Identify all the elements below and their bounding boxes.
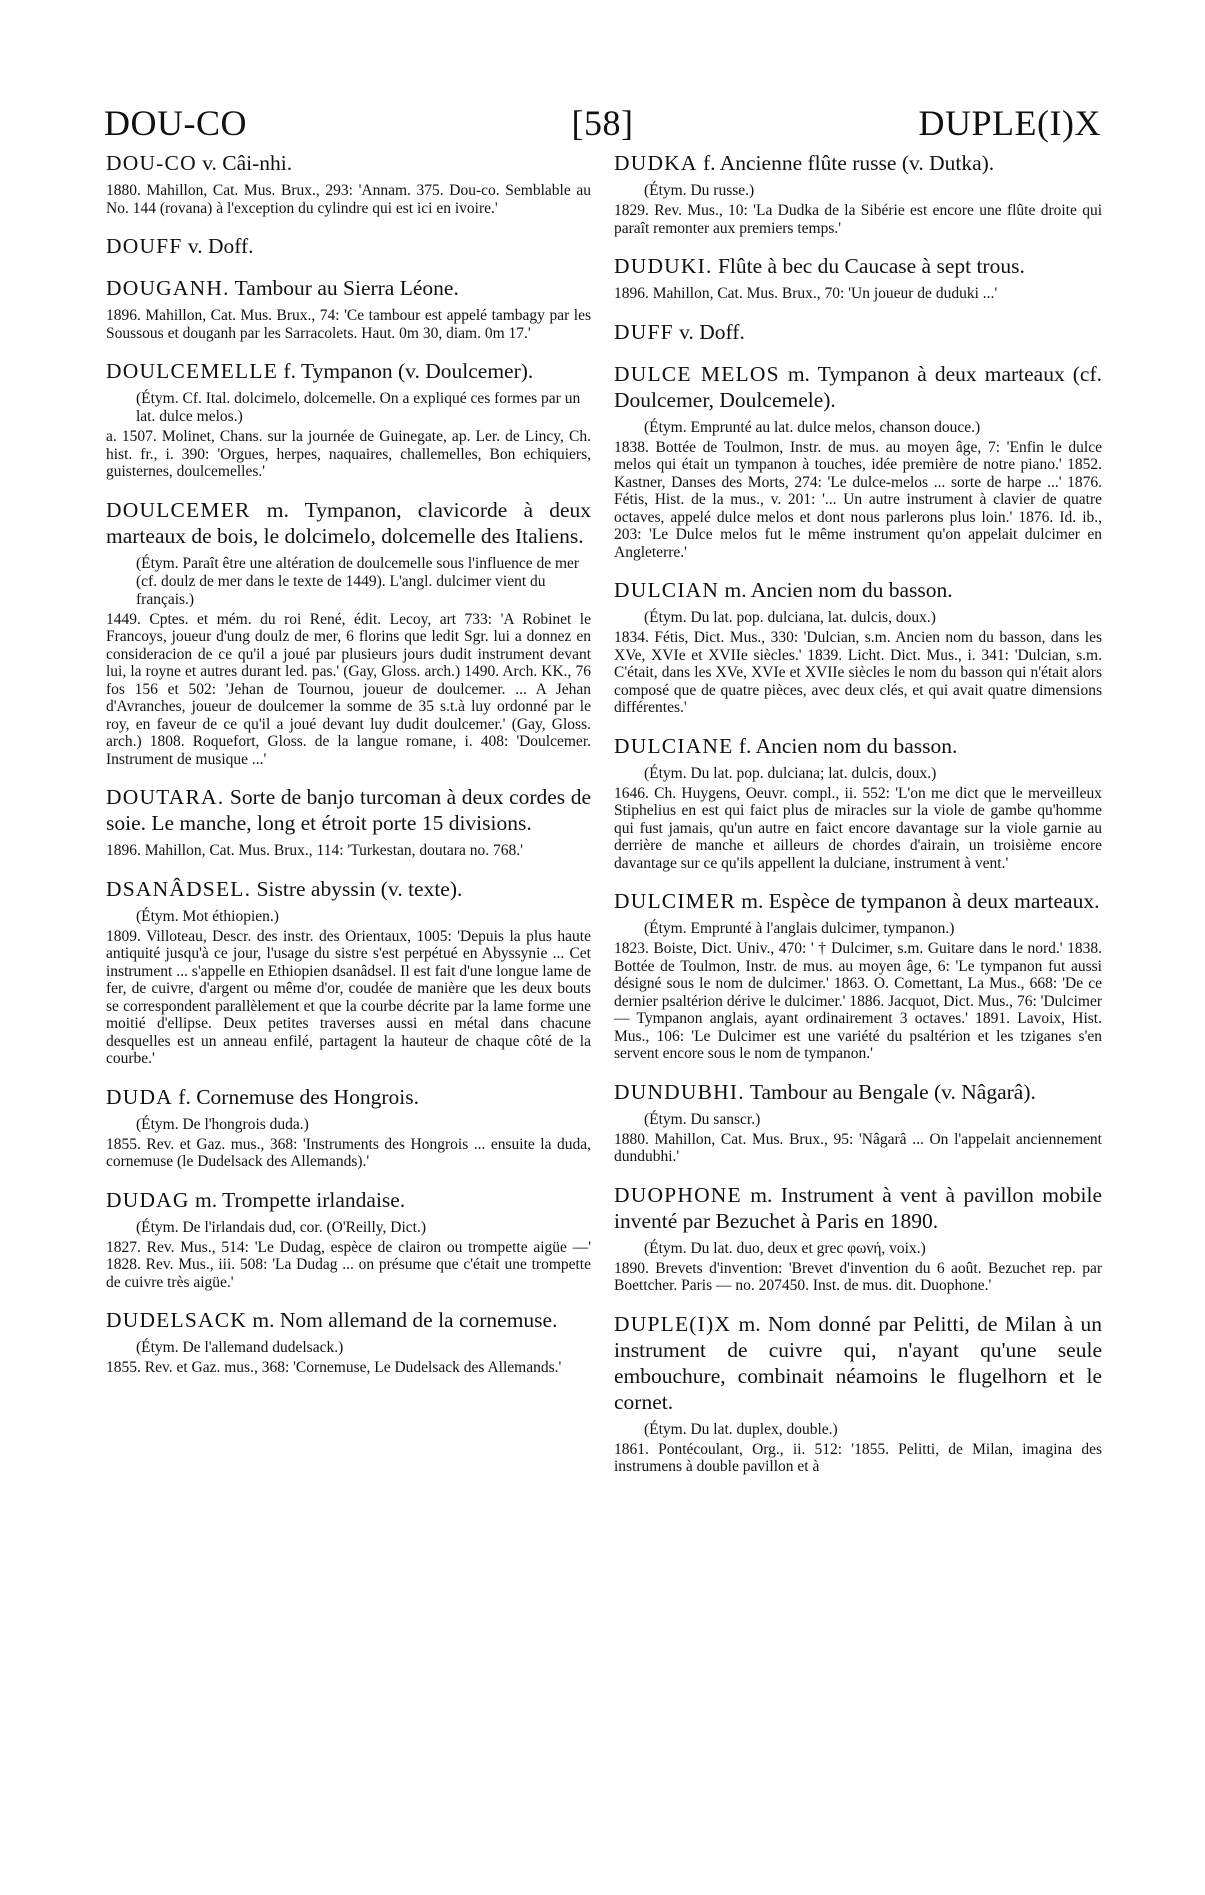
dictionary-entry bbox=[614, 253, 1102, 303]
dictionary-entry bbox=[106, 358, 591, 481]
definition: m. Nom allemand de la cornemuse. bbox=[247, 1308, 558, 1332]
left-column bbox=[106, 150, 591, 1393]
headword: DOUTARA. bbox=[106, 785, 225, 809]
dictionary-entry bbox=[614, 1079, 1102, 1166]
definition: Tambour au Sierra Léone. bbox=[229, 276, 459, 300]
dictionary-entry bbox=[106, 1307, 591, 1377]
headword: DSANÂDSEL. bbox=[106, 876, 252, 901]
definition: m. Espèce de tympanon à deux marteaux. bbox=[735, 889, 1100, 913]
citations: 1809. Villoteau, Descr. des instr. des Orientaux, 1005: 'Depuis la plus haute antiquité jusqu'à ce jour, l'usage du sistre s'est perpétué en Abyssynie ... Cet instrument ... s'appelle en Ethiopien dsanâdsel. Il est fait d'une longue lame de fer, de cuivre, d'argent ou même d'or, coudée de manière que les deux bouts se correspondent parallèlement et que la courbe décrite par la lame forme une moitié d'ellipse. Deux petites traverses aussi en métal dans chacune desquelles est un anneau enfilé, partagent la hauteur de chaque côté de la courbe.' bbox=[106, 927, 591, 1067]
headword: DUDKA bbox=[614, 151, 698, 175]
citations: 1896. Mahillon, Cat. Mus. Brux., 74: 'Ce tambour est appelé tambagy par les Soussous et douganh par les Sarracolets. Haut. 0m 30, diam. 0m 17.' bbox=[106, 307, 591, 342]
entry-heading bbox=[614, 1182, 1102, 1234]
etymology-note: (Étym. Du lat. duplex, double.) bbox=[644, 1420, 838, 1438]
dictionary-entry bbox=[614, 733, 1102, 873]
dictionary-entry bbox=[106, 497, 591, 769]
definition: f. Tympanon (v. Doulcemer). bbox=[278, 359, 534, 383]
entry-heading bbox=[614, 1079, 1102, 1105]
definition: m. Instrument à vent à pavillon mobile inventé par Bezuchet à Paris en 1890. bbox=[614, 1182, 1102, 1233]
citations: 1834. Fétis, Dict. Mus., 330: 'Dulcian, s.m. Ancien nom du basson, dans les XVe, XVIe et XVIIe siècles.' 1839. Licht. Dict. Mus., i. 341: 'Dulcian, s.m. C'était, dans les XVe, XVIe et XVIIe siècles le nom du basson qui n'était alors composé que de quatre pièces, avec deux clés, et qui avait quatre dimensions différentes.' bbox=[614, 629, 1102, 716]
headword: DUDUKI. bbox=[614, 254, 713, 278]
headword: DULCIANE bbox=[614, 733, 734, 758]
entry-heading bbox=[614, 1311, 1102, 1415]
page-number: [58] bbox=[571, 103, 634, 143]
headword: DUNDUBHI. bbox=[614, 1079, 745, 1104]
citations: 1838. Bottée de Toulmon, Instr. de mus. au moyen âge, 7: 'Enfin le dulce melos qui était un tympanon à touches, idée première de notre piano.' 1852. Kastner, Danses des Morts, 274: 'Le dulce-melos ... sorte de harpe ...' 1876. Fétis, Hist. de la mus., v. 201: '... Un autre instrument à clavier de quatre octaves, appelé dulce melos et dont nous parlerons plus loin.' 1876. Id. ib., 203: 'Le Dulce melos fut le même instrument qu'on appelait dulcimer en Angleterre.' bbox=[614, 438, 1102, 561]
citations: a. 1507. Molinet, Chans. sur la journée de Guinegate, ap. Ler. de Lincy, Ch. hist. fr., i. 390: 'Orgues, herpes, naquaires, challemelles, Bon echiquiers, guisternes, doulcemelles.' bbox=[106, 428, 591, 480]
headword: DOULCEMELLE bbox=[106, 359, 279, 383]
etymology-note: (Étym. Du lat. duo, deux et grec φωνή, voix.) bbox=[644, 1239, 926, 1257]
citations: 1896. Mahillon, Cat. Mus. Brux., 70: 'Un joueur de duduki ...' bbox=[614, 285, 998, 302]
dictionary-entry bbox=[614, 577, 1102, 717]
definition: m. Nom donné par Pelitti, de Milan à un instrument de cuivre qui, n'ayant qu'une seule embouchure, combinait néamoins le flugelhorn et le cornet. bbox=[614, 1311, 1102, 1414]
definition: Tambour au Bengale (v. Nâgarâ). bbox=[744, 1079, 1036, 1104]
entry-heading bbox=[106, 876, 591, 902]
dictionary-entry bbox=[106, 1084, 591, 1171]
running-header bbox=[104, 102, 1101, 152]
dictionary-entry bbox=[106, 150, 591, 217]
headword: DULCE MELOS bbox=[614, 361, 780, 386]
etymology-note: (Étym. Emprunté au lat. dulce melos, chanson douce.) bbox=[644, 418, 981, 436]
headword: DUDA bbox=[106, 1084, 173, 1109]
dictionary-entry bbox=[106, 1187, 591, 1292]
right-column bbox=[614, 150, 1102, 1492]
definition: v. Doff. bbox=[673, 319, 745, 344]
definition: v. Doff. bbox=[182, 234, 254, 258]
etymology-note: (Étym. Du russe.) bbox=[644, 182, 755, 199]
definition: m. Tympanon, clavicorde à deux marteaux de bois, le dolcimelo, dolcemelle des Italiens. bbox=[106, 497, 591, 548]
header-left-guide-word: DOU-CO bbox=[104, 103, 247, 143]
entry-heading bbox=[106, 1187, 591, 1213]
dictionary-entry bbox=[614, 361, 1102, 562]
etymology-note: (Étym. Mot éthiopien.) bbox=[136, 907, 279, 925]
citations: 1896. Mahillon, Cat. Mus. Brux., 114: 'Turkestan, doutara no. 768.' bbox=[106, 842, 523, 859]
entry-heading bbox=[614, 361, 1102, 413]
citations: 1827. Rev. Mus., 514: 'Le Dudag, espèce de clairon ou trompette aigüe —' 1828. Rev. Mus., iii. 508: 'La Dudag ... on présume que c'était une trompette de cuivre très aigüe.' bbox=[106, 1238, 591, 1291]
entry-heading bbox=[106, 1084, 591, 1110]
headword: DOU-CO bbox=[106, 151, 197, 175]
header-right-guide-word: DUPLE(I)X bbox=[918, 103, 1101, 143]
entry-heading bbox=[106, 233, 591, 259]
definition: m. Trompette irlandaise. bbox=[189, 1187, 406, 1212]
citations: 1646. Ch. Huygens, Oeuvr. compl., ii. 552: 'L'on me dict que le merveilleux Stiphelius en est qui faict plus de miracles sur la viole de gambe qu'homme qui fust jamais, qu'un autre en faict encore davantage sur la viole garnie au derrière de manche et ailleurs de chordes d'airain, un troisième encore davantage sur ce qu'ils appellent la dulciane, instrument à vent.' bbox=[614, 784, 1102, 872]
definition: f. Ancien nom du basson. bbox=[733, 733, 958, 758]
headword: DUDELSACK bbox=[106, 1308, 247, 1332]
citations: 1855. Rev. et Gaz. mus., 368: 'Cornemuse, Le Dudelsack des Allemands.' bbox=[106, 1359, 562, 1376]
entry-heading bbox=[106, 1307, 591, 1333]
entry-heading bbox=[106, 358, 591, 384]
etymology-note: (Étym. De l'allemand dudelsack.) bbox=[136, 1339, 344, 1356]
entry-heading bbox=[614, 150, 1102, 176]
definition: m. Ancien nom du basson. bbox=[719, 578, 953, 602]
etymology-note: (Étym. De l'hongrois duda.) bbox=[136, 1115, 309, 1133]
dictionary-entry bbox=[106, 784, 591, 860]
definition: f. Ancienne flûte russe (v. Dutka). bbox=[697, 151, 995, 175]
entry-heading bbox=[614, 888, 1102, 914]
headword: DUPLE(I)X bbox=[614, 1311, 732, 1336]
citations: 1855. Rev. et Gaz. mus., 368: 'Instruments des Hongrois ... ensuite la duda, cornemuse (le Dudelsack des Allemands).' bbox=[106, 1135, 591, 1170]
dictionary-entry bbox=[106, 275, 591, 342]
definition: v. Câi-nhi. bbox=[196, 151, 293, 175]
dictionary-entry bbox=[614, 888, 1102, 1063]
headword: DUFF bbox=[614, 319, 674, 344]
etymology-note: (Étym. Paraît être une altération de doulcemelle sous l'influence de mer (cf. doulz de mer dans le texte de 1449). L'angl. dulcimer vient du français.) bbox=[136, 554, 580, 608]
definition: m. Tympanon à deux marteaux (cf. Doulcemer, Doulcemele). bbox=[614, 361, 1102, 412]
etymology-note: (Étym. Du lat. pop. dulciana, lat. dulcis, doux.) bbox=[644, 609, 936, 626]
dictionary-entry bbox=[614, 1182, 1102, 1295]
headword: DOUGANH. bbox=[106, 276, 230, 300]
citations: 1823. Boiste, Dict. Univ., 470: ' † Dulcimer, s.m. Guitare dans le nord.' 1838. Bottée de Toulmon, Instr. de mus. au moyen âge, 6: 'Le tympanon fut aussi désigné sous le nom de dulcimer.' 1863. O. Comettant, La Mus., 668: 'De ce dernier psaltérion dérive le dulcimer.' 1886. Jacquot, Dict. Mus., 76: 'Dulcimer — Tympanon anglais, ayant ordinairement 3 octaves.' 1891. Lavoix, Hist. Mus., 106: 'Le Dulcimer est une variété du psaltérion et les tziganes s'en servent encore sous le nom de tympanon.' bbox=[614, 940, 1102, 1062]
definition: Flûte à bec du Caucase à sept trous. bbox=[712, 254, 1025, 278]
etymology-note: (Étym. Emprunté à l'anglais dulcimer, tympanon.) bbox=[644, 920, 955, 937]
entry-heading bbox=[106, 497, 591, 549]
etymology-note: (Étym. Du lat. pop. dulciana; lat. dulcis, doux.) bbox=[644, 764, 937, 782]
dictionary-entry bbox=[614, 319, 1102, 345]
citations: 1880. Mahillon, Cat. Mus. Brux., 293: 'Annam. 375. Dou-co. Semblable au No. 144 (rovana) à l'exception du cylindre qui est ici en ivoire.' bbox=[106, 182, 591, 217]
headword: DUDAG bbox=[106, 1187, 190, 1212]
entry-heading bbox=[614, 253, 1102, 279]
citations: 1890. Brevets d'invention: 'Brevet d'invention du 6 août. Bezuchet rep. par Boettcher. Paris — no. 207450. Inst. de mus. dit. Duophone.' bbox=[614, 1259, 1102, 1294]
entry-heading bbox=[106, 275, 591, 301]
dictionary-entry bbox=[106, 233, 591, 259]
etymology-note: (Étym. De l'irlandais dud, cor. (O'Reilly, Dict.) bbox=[136, 1218, 426, 1236]
definition: Sistre abyssin (v. texte). bbox=[251, 876, 463, 901]
headword: DUOPHONE bbox=[614, 1182, 742, 1207]
entry-heading bbox=[614, 319, 1102, 345]
headword: DOUFF bbox=[106, 234, 183, 258]
headword: DOULCEMER bbox=[106, 497, 251, 522]
entry-heading bbox=[106, 150, 591, 176]
etymology-note: (Étym. Du sanscr.) bbox=[644, 1110, 761, 1128]
etymology-note: (Étym. Cf. Ital. dolcimelo, dolcemelle. On a expliqué ces formes par un lat. dulce melos.) bbox=[136, 390, 581, 425]
dictionary-entry bbox=[106, 876, 591, 1068]
entry-heading bbox=[614, 577, 1102, 603]
entry-heading bbox=[614, 733, 1102, 759]
entry-heading bbox=[106, 784, 591, 836]
dictionary-entry bbox=[614, 150, 1102, 237]
citations: 1861. Pontécoulant, Org., ii. 512: '1855. Pelitti, de Milan, imagina des instrumens à double pavillon et à bbox=[614, 1440, 1102, 1475]
definition: f. Cornemuse des Hongrois. bbox=[172, 1084, 419, 1109]
citations: 1449. Cptes. et mém. du roi René, édit. Lecoy, art 733: 'A Robinet le Francoys, joueur d'ung doulz de mer, 6 florins que ledit Sgr. lui a donnez en consideracion de ce qu'il a joué par plusieurs jours dudit instrument devant lui, la royne et autres durant led. pas.' (Gay, Gloss. arch.) 1490. Arch. KK., 76 fos 156 et 502: 'Jehan de Tournou, joueur de doulcemer. ... A Jehan d'Avranches, joueur de doulcemer la somme de 35 s.t.à luy ordonné par le roy, en faveur de ce qu'il a joué devant luy dudit doulcemer.' (Gay, Gloss. arch.) 1808. Roquefort, Gloss. de la langue romane, i. 408: 'Doulcemer. Instrument de musique ...' bbox=[106, 610, 591, 768]
citations: 1829. Rev. Mus., 10: 'La Dudka de la Sibérie est encore une flûte droite qui paraît remonter aux premiers temps.' bbox=[614, 202, 1102, 237]
headword: DULCIMER bbox=[614, 889, 736, 913]
headword: DULCIAN bbox=[614, 578, 720, 602]
citations: 1880. Mahillon, Cat. Mus. Brux., 95: 'Nâgarâ ... On l'appelait anciennement dundubhi.' bbox=[614, 1130, 1102, 1165]
definition: Sorte de banjo turcoman à deux cordes de soie. Le manche, long et étroit porte 15 divisions. bbox=[106, 785, 591, 835]
dictionary-entry bbox=[614, 1311, 1102, 1476]
